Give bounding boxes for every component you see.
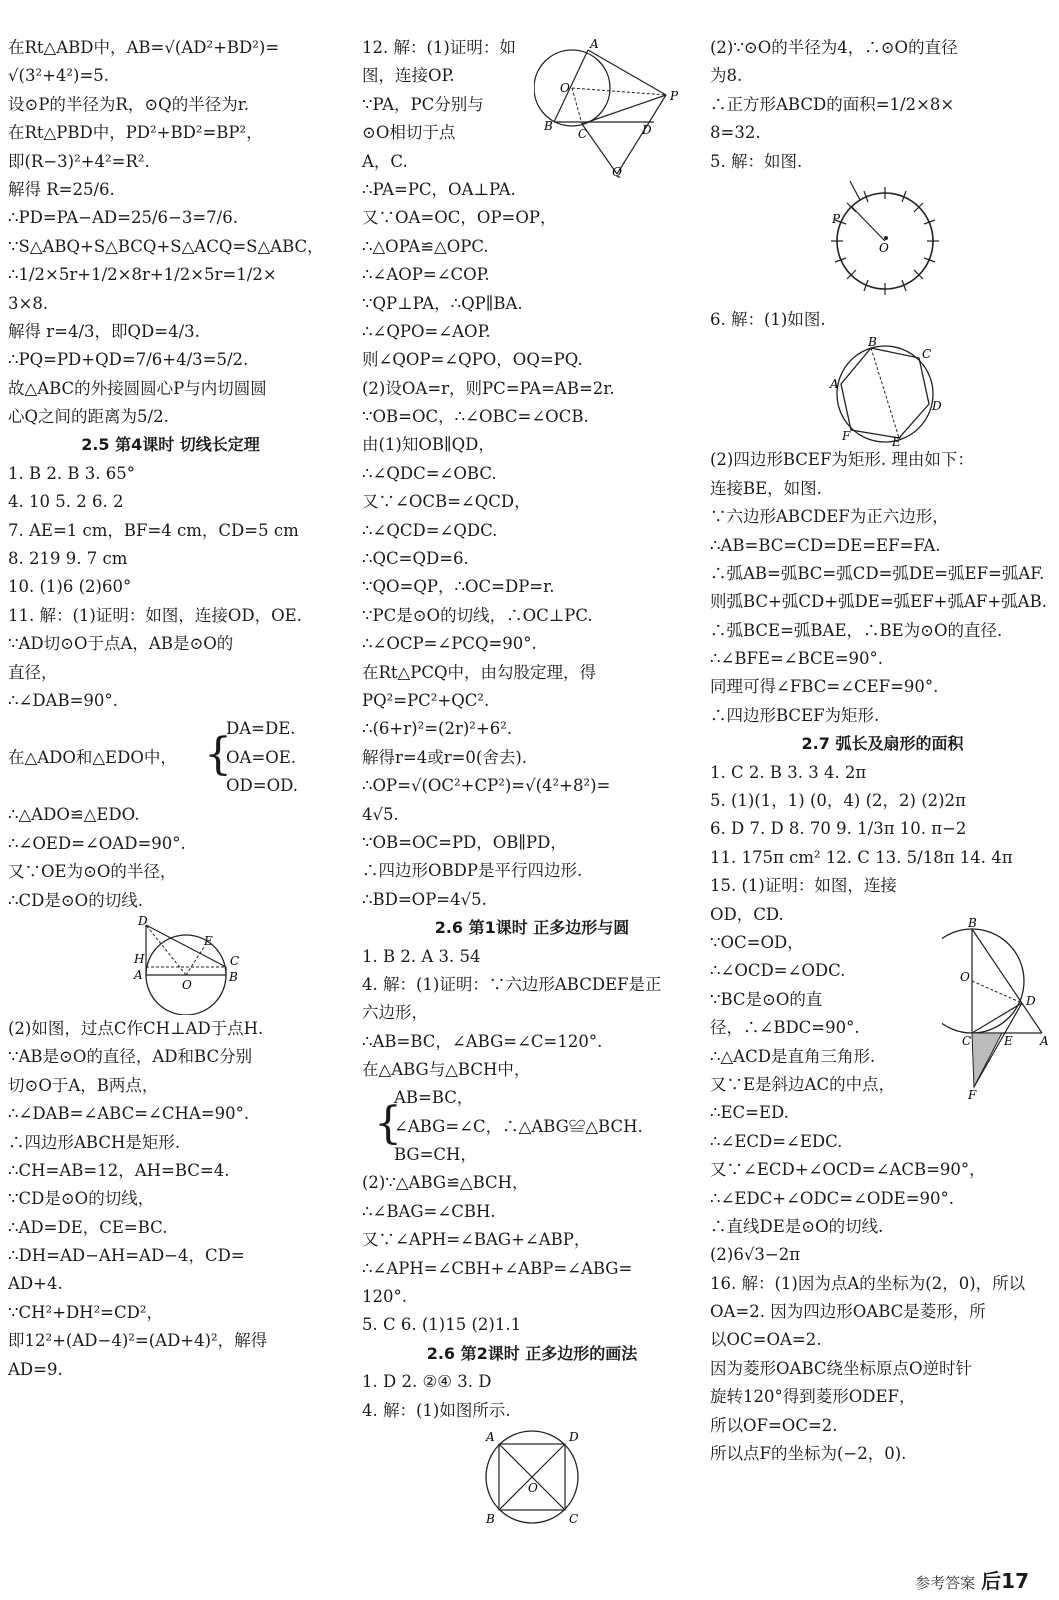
text-line: ∵S△ABQ+S△BCQ+S△ACQ=S△ABC， (8, 236, 324, 256)
text-line: ∴∠BFE=∠BCE=90°. (710, 649, 884, 669)
text-line: ∵PA，PC分别与 (362, 94, 484, 114)
text-line: 4√5. (362, 804, 399, 824)
text-line: 3×8. (8, 293, 49, 313)
text-line: 同理可得∠FBC=∠CEF=90°. (710, 677, 939, 697)
brace-icon: { (204, 729, 232, 781)
text-line: ∵OB=OC=PD，OB∥PD， (362, 832, 567, 852)
text-line: 5. C 6. (1)15 (2)1.1 (362, 1315, 522, 1335)
text-line: 1. D 2. ②④ 3. D (362, 1372, 492, 1392)
text-line: ∴正方形ABCD的面积=1/2×8× (710, 94, 955, 114)
text-line: ∴四边形OBDP是平行四边形. (362, 861, 583, 881)
text-line: 又∵OE为⊙O的半径， (8, 862, 177, 882)
text-line: 切⊙O于A，B两点， (8, 1075, 159, 1095)
text-line: 4. 解：(1)如图所示. (362, 1400, 511, 1420)
text-line: (2)∵⊙O的半径为4，∴⊙O的直径 (710, 38, 958, 57)
fig-label: D (1026, 993, 1036, 1008)
text-line: ∵CH²+DH²=CD²， (8, 1302, 163, 1322)
text-line: ∴△ADO≌△EDO. (8, 805, 140, 825)
text-line: 15. (1)证明：如图，连接 (710, 876, 897, 896)
fig-label: A (134, 967, 143, 982)
fig-label: E (204, 933, 213, 948)
text-line: ∴AD=DE，CE=BC. (8, 1217, 168, 1237)
fig-label: O (879, 240, 889, 255)
footer-label: 参考答案 (915, 1574, 976, 1592)
circle-division-figure (710, 176, 1055, 306)
text-line: 则∠QOP=∠QPO，OQ=PQ. (362, 350, 583, 370)
text-line: ∴AB=BC=CD=DE=EF=FA. (710, 535, 941, 555)
text-line: 10. (1)6 (2)60° (8, 577, 132, 597)
text-line: ∴∠OCD=∠ODC. (710, 961, 846, 981)
fig-label: D (138, 914, 148, 928)
text-line: ∵OC=OD， (710, 932, 804, 952)
text-line: ∴PD=PA−AD=25/6−3=7/6. (8, 208, 238, 228)
fig-label: P (832, 211, 841, 226)
text-line: ∵QO=QP，∴OC=DP=r. (362, 577, 555, 597)
text-line: ∴直线DE是⊙O的切线. (710, 1216, 884, 1236)
text-line: 以OC=OA=2. (710, 1330, 822, 1350)
text-line: ∴弧AB=弧BC=弧CD=弧DE=弧EF=弧AF. (710, 563, 1045, 583)
fig-label: A (830, 377, 839, 392)
fig-label: A (486, 1429, 495, 1444)
fig-label: F (842, 429, 851, 444)
text-line: ∴EC=ED. (710, 1103, 789, 1123)
tangent-quadrilateral-figure (8, 915, 333, 1015)
text-line: 6. D 7. D 8. 70 9. 1/3π 10. π−2 (710, 819, 967, 839)
text-line: 又∵∠OCB=∠QCD， (362, 492, 531, 512)
semicircle-tangent-figure (942, 917, 1052, 1117)
text-line: 11. 175π cm² 12. C 13. 5/18π 14. 4π (710, 847, 1013, 867)
text-line: ∴QC=QD=6. (362, 549, 469, 569)
text-line: PQ²=PC²+QC². (362, 690, 490, 710)
fig-label: H (134, 951, 145, 966)
fig-label: O (182, 977, 192, 992)
page-footer (915, 1565, 1029, 1594)
brace-block (362, 1084, 702, 1169)
fig-label: A (1040, 1033, 1049, 1048)
fig-label: C (922, 347, 932, 362)
fig-label: B (868, 335, 877, 350)
fig-label: D (642, 123, 652, 137)
text-line: AD=9. (8, 1359, 63, 1379)
fig-label: D (932, 399, 942, 414)
fig-label: C (230, 953, 240, 968)
fig-label: A (590, 38, 599, 51)
text-line: 故△ABC的外接圆圆心P与内切圆圆 (8, 378, 267, 398)
text-line: 在Rt△PBD中，PD²+BD²=BP²， (8, 123, 263, 143)
text-line: 又∵E是斜边AC的中点， (710, 1074, 896, 1094)
text-line: ∴BD=OP=4√5. (362, 889, 487, 909)
text-line: 所以点F的坐标为(−2，0). (710, 1444, 907, 1464)
text-line: ∴∠QDC=∠OBC. (362, 463, 497, 483)
fig-label: E (892, 435, 901, 447)
fig-label: C (569, 1511, 579, 1525)
text-line: ∴1/2×5r+1/2×8r+1/2×5r=1/2× (8, 265, 277, 285)
text-line: AD+4. (8, 1274, 63, 1294)
text-line: 所以OF=OC=2. (710, 1415, 838, 1435)
text-line: 在Rt△PCQ中，由勾股定理，得 (362, 662, 596, 682)
fig-label: F (968, 1087, 977, 1102)
fig-label: B (968, 916, 977, 930)
text-line: ∴OP=√(OC²+CP²)=√(4²+8²)= (362, 776, 611, 796)
text-line: A，C. (362, 151, 408, 171)
brace-line: AB=BC， (394, 1088, 474, 1108)
fig-label: P (670, 89, 679, 103)
text-line: 12. 解：(1)证明：如 (362, 38, 516, 57)
text-line: ∴∠AOP=∠COP. (362, 265, 490, 285)
section-heading: 2.5 第4课时 切线长定理 (81, 435, 260, 455)
text-line: 7. AE=1 cm，BF=4 cm，CD=5 cm (8, 520, 299, 540)
fig-label: D (569, 1429, 579, 1444)
text-line: 在Rt△ABD中，AB=√(AD²+BD²)= (8, 38, 280, 57)
text-line: 在△ABG与△BCH中， (362, 1060, 531, 1080)
text-line: ∴PA=PC，OA⊥PA. (362, 179, 516, 199)
text-line: OA=2. 因为四边形OABC是菱形，所 (710, 1302, 986, 1322)
text-line: (2)6√3−2π (710, 1245, 801, 1265)
column-3 (710, 34, 1055, 1468)
text-line: 1. C 2. B 3. 3 4. 2π (710, 762, 867, 782)
text-line: ∴PQ=PD+QD=7/6+4/3=5/2. (8, 350, 249, 370)
brace-line: DA=DE. (226, 719, 296, 739)
fig-label: O (528, 1480, 538, 1495)
text-line: 由(1)知OB∥QD， (362, 435, 495, 455)
column-2 (362, 34, 702, 1525)
text-line: 1. B 2. A 3. 54 (362, 946, 481, 966)
text-line: ∵AD切⊙O于点A，AB是⊙O的 (8, 634, 234, 654)
section-heading: 2.7 弧长及扇形的面积 (801, 734, 964, 754)
text-line: 5. (1)(1，1) (0，4) (2，2) (2)2π (710, 791, 966, 811)
text-line: ∴DH=AD−AH=AD−4，CD= (8, 1246, 245, 1266)
text-line: OD，CD. (710, 904, 784, 924)
text-line: 5. 解：如图. (710, 151, 803, 171)
text-line: ∴AB=BC，∠ABG=∠C=120°. (362, 1031, 603, 1051)
text-line: ∴四边形ABCH是矩形. (8, 1132, 181, 1152)
fig-label: E (1004, 1033, 1013, 1048)
text-line: 又∵OA=OC，OP=OP， (362, 208, 557, 228)
fig-label: O (560, 81, 570, 95)
text-line: ∵AB是⊙O的直径，AD和BC分别 (8, 1047, 253, 1067)
text-line: 6. 解：(1)如图. (710, 309, 826, 329)
brace-line: OA=OE. (226, 747, 297, 767)
text-line: 1. B 2. B 3. 65° (8, 463, 135, 483)
text-line: ∴CD是⊙O的切线. (8, 890, 143, 910)
text-line: ∴△ACD是直角三角形. (710, 1046, 876, 1066)
text-line: 设⊙P的半径为R，⊙Q的半径为r. (8, 94, 250, 114)
text-line: 4. 10 5. 2 6. 2 (8, 492, 124, 512)
column-1 (8, 34, 333, 1384)
text-line: ∴弧BCE=弧BAE，∴BE为⊙O的直径. (710, 620, 1003, 640)
text-line: ∴∠OCP=∠PCQ=90°. (362, 634, 537, 654)
brace-line: BG=CH， (394, 1145, 477, 1165)
text-line: 直径， (8, 662, 58, 682)
text-line: 8. 219 9. 7 cm (8, 549, 128, 569)
section-heading: 2.6 第1课时 正多边形与圆 (434, 918, 630, 938)
text-line: 解得 r=4/3，即QD=4/3. (8, 321, 200, 341)
text-line: 120°. (362, 1287, 407, 1307)
text-line: 16. 解：(1)因为点A的坐标为(2，0)，所以 (710, 1273, 1026, 1293)
fig-label: Q (612, 165, 622, 178)
brace-block (8, 715, 333, 801)
section-heading: 2.6 第2课时 正多边形的画法 (426, 1343, 638, 1363)
text-line: 径，∴∠BDC=90°. (710, 1018, 860, 1038)
fig-label: C (578, 127, 588, 141)
text-line: (2)设OA=r，则PC=PA=AB=2r. (362, 378, 615, 398)
fig-label: B (486, 1511, 495, 1525)
fig-label: C (962, 1033, 972, 1048)
text-line: ∴CH=AB=12，AH=BC=4. (8, 1160, 230, 1180)
text-line: ∴∠QCD=∠QDC. (362, 520, 498, 540)
text-line: ∵CD是⊙O的切线， (8, 1189, 155, 1209)
text-line: ∴∠APH=∠CBH+∠ABP=∠ABG= (362, 1258, 633, 1278)
text-line: ∴(6+r)²=(2r)²+6². (362, 719, 513, 739)
text-line: ∴∠DAB=∠ABC=∠CHA=90°. (8, 1104, 250, 1124)
text-line: 即12²+(AD−4)²=(AD+4)²，解得 (8, 1331, 268, 1351)
text-line: ∵OB=OC，∴∠OBC=∠OCB. (362, 407, 589, 427)
text-line: 又∵∠APH=∠BAG+∠ABP， (362, 1230, 591, 1250)
regular-hexagon-figure (710, 334, 1055, 446)
circle-tangents-figure (534, 38, 684, 178)
text-line: 连接BE，如图. (710, 478, 822, 498)
text-line: 解得r=4或r=0(舍去). (362, 747, 528, 767)
inscribed-square-figure (362, 1425, 702, 1525)
brace-icon: { (374, 1098, 402, 1150)
text-line: ∴∠DAB=90°. (8, 690, 118, 710)
text-line: ∵六边形ABCDEF为正六边形， (710, 507, 949, 527)
text-line: ∵BC是⊙O的直 (710, 989, 823, 1009)
text-line: 8=32. (710, 123, 761, 143)
text-line: (2)∵△ABG≌△BCH， (362, 1173, 529, 1193)
text-line: ∴△OPA≌△OPC. (362, 236, 489, 256)
page-number: 后17 (981, 1569, 1029, 1593)
text-line: ∴∠EDC+∠ODC=∠ODE=90°. (710, 1188, 955, 1208)
text-line: 图，连接OP. (362, 66, 455, 86)
text-line: 11. 解：(1)证明：如图，连接OD，OE. (8, 605, 302, 625)
text-line: ∴∠QPO=∠AOP. (362, 321, 491, 341)
brace-prefix: 在△ADO和△EDO中， (8, 748, 177, 768)
text-line: ∴四边形BCEF为矩形. (710, 705, 880, 725)
brace-line: OD=OD. (226, 776, 298, 796)
text-line: 4. 解：(1)证明：∵六边形ABCDEF是正 (362, 974, 662, 994)
brace-line: ∠ABG=∠C，∴△ABG≌△BCH. (394, 1116, 643, 1136)
text-line: 则弧BC+弧CD+弧DE=弧EF+弧AF+弧AB. (710, 592, 1047, 612)
text-line: ⊙O相切于点 (362, 123, 456, 143)
text-line: ∵QP⊥PA，∴QP∥BA. (362, 293, 523, 313)
text-line: ∴∠OED=∠OAD=90°. (8, 833, 186, 853)
text-line: 旋转120°得到菱形ODEF， (710, 1387, 916, 1407)
fig-label: O (960, 969, 970, 984)
text-line: 为8. (710, 66, 743, 86)
text-line: (2)四边形BCEF为矩形. 理由如下： (710, 450, 974, 470)
text-line: 六边形， (362, 1003, 428, 1023)
text-line: ∴∠BAG=∠CBH. (362, 1201, 496, 1221)
fig-label: B (544, 119, 553, 133)
text-line: ∵PC是⊙O的切线，∴OC⊥PC. (362, 605, 593, 625)
text-line: 心Q之间的距离为5/2. (8, 407, 169, 427)
text-line: 又∵∠ECD+∠OCD=∠ACB=90°， (710, 1160, 986, 1180)
text-line: 解得 R=25/6. (8, 179, 115, 199)
fig-label: B (229, 969, 238, 984)
text-line: 因为菱形OABC绕坐标原点O逆时针 (710, 1358, 973, 1378)
text-line: ∴∠ECD=∠EDC. (710, 1131, 843, 1151)
text-line: √(3²+4²)=5. (8, 66, 110, 86)
text-line: (2)如图，过点C作CH⊥AD于点H. (8, 1018, 264, 1038)
text-line: 即(R−3)²+4²=R². (8, 151, 150, 171)
